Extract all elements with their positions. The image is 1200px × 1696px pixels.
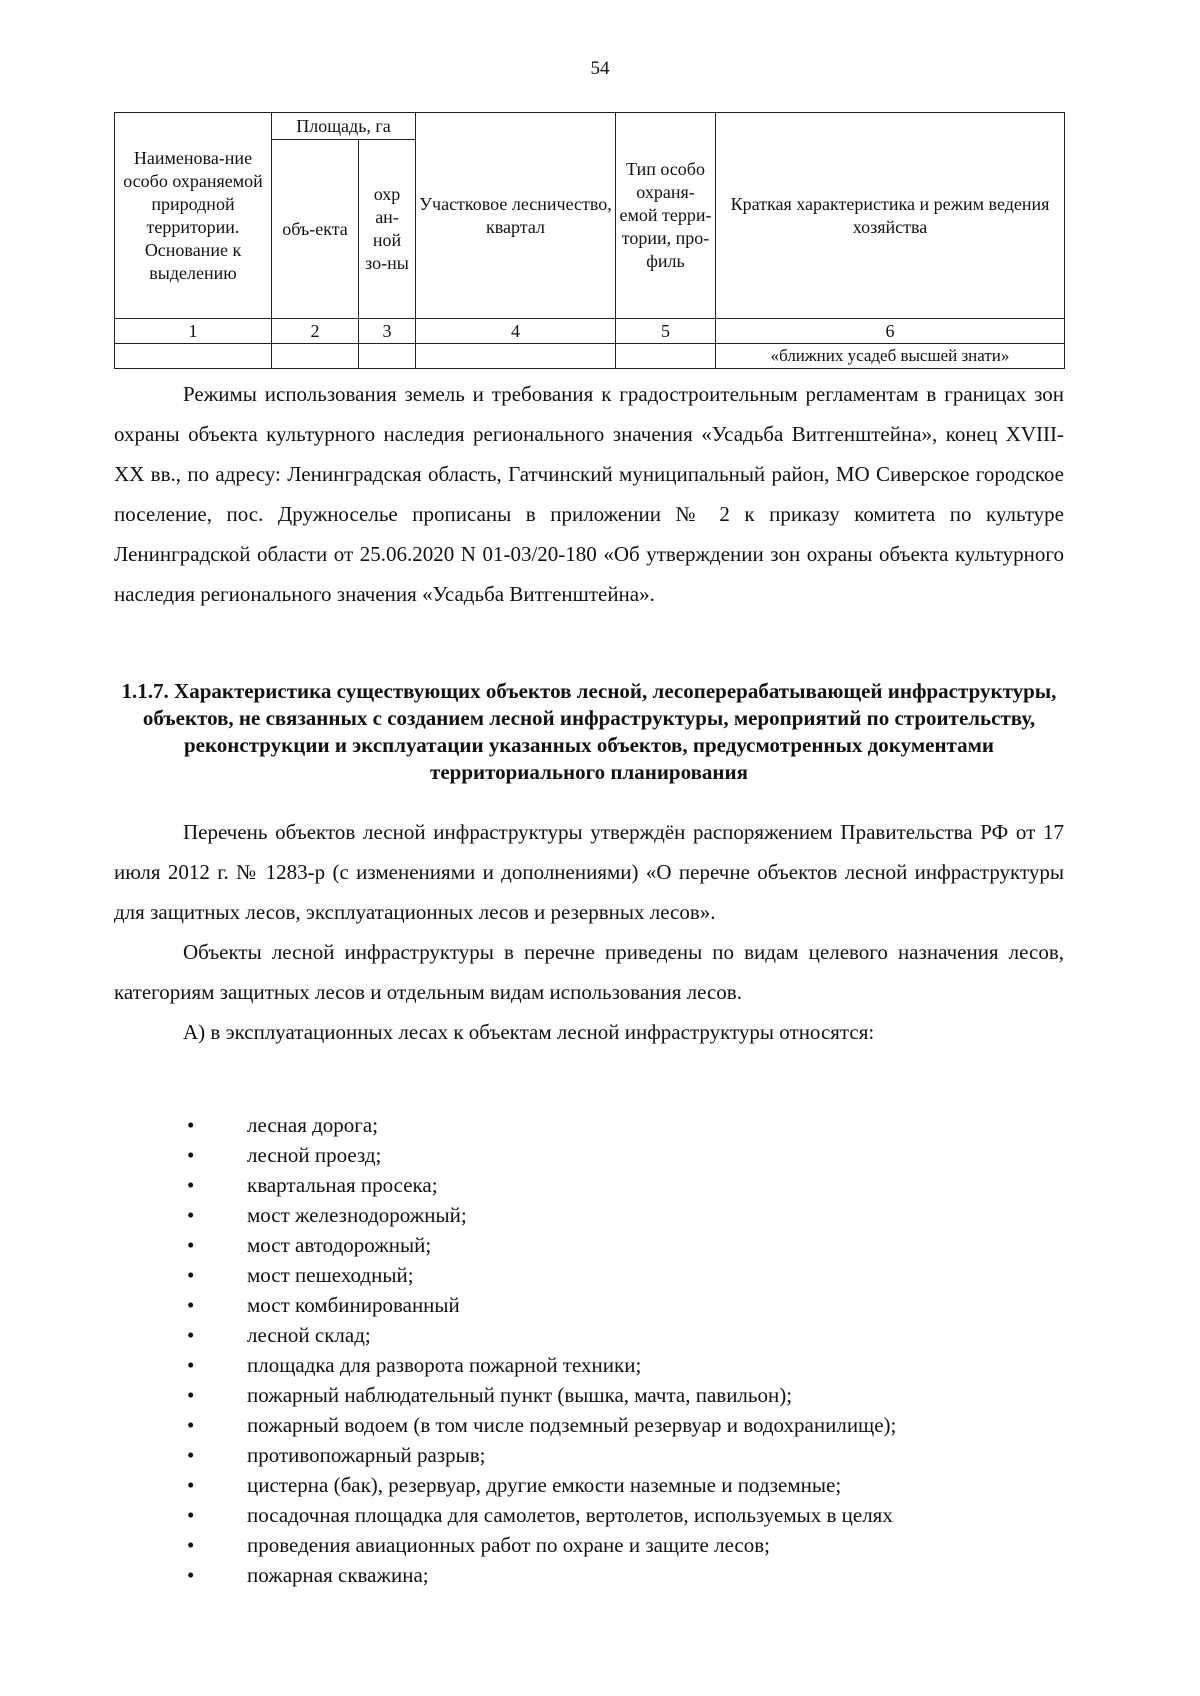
- bullet-icon: •: [187, 1293, 195, 1317]
- list-item-text: лесной склад;: [247, 1323, 371, 1347]
- table-cell: [616, 344, 716, 369]
- list-item-text: пожарный наблюдательный пункт (вышка, мачта, павильон);: [247, 1383, 793, 1407]
- bullet-icon: •: [187, 1263, 195, 1287]
- list-item: [114, 1440, 1064, 1470]
- table-row: [115, 344, 1065, 369]
- table-header-row: [115, 113, 1065, 140]
- bullet-icon: •: [187, 1383, 195, 1407]
- list-item: [114, 1560, 1064, 1590]
- list-item-text: площадка для разворота пожарной техники;: [247, 1353, 642, 1377]
- header-area-group: Площадь, га: [272, 113, 416, 140]
- table-column-numbers-row: [115, 319, 1065, 344]
- list-item-text: лесная дорога;: [247, 1113, 379, 1137]
- header-area-object: объ-екта: [272, 140, 359, 319]
- list-item: [114, 1410, 1064, 1440]
- bullet-icon: •: [187, 1443, 195, 1467]
- bullet-icon: •: [187, 1203, 195, 1227]
- table-cell: [416, 344, 616, 369]
- section-heading: 1.1.7. Характеристика существующих объектов лесной, лесоперерабатывающей инфраструктуры, объектов, не связанных с созданием лесной инфраструктуры, мероприятий по строительству, реконструкции и эксплуатации указанных объектов, предусмотренных документами территориального планирования: [121, 679, 1057, 784]
- section-heading-block: [114, 678, 1064, 786]
- bullet-icon: •: [187, 1143, 195, 1167]
- list-item-text: посадочная площадка для самолетов, вертолетов, используемых в целях: [247, 1503, 893, 1527]
- column-number: 1: [115, 319, 272, 344]
- paragraph-decree: Перечень объектов лесной инфраструктуры утверждён распоряжением Правительства РФ от 17 июля 2012 г. № 1283-р (с изменениями и дополнениями) «О перечне объектов лесной инфраструктуры для защитных лесов, эксплуатационных лесов и резервных лесов».: [114, 820, 1064, 924]
- header-forestry-district: Участковое лесничество, квартал: [416, 113, 616, 319]
- bullet-icon: •: [187, 1413, 195, 1437]
- bullet-icon: •: [187, 1533, 195, 1557]
- regimes-block: [114, 374, 1064, 614]
- bullet-list: [114, 1110, 1064, 1590]
- bullet-icon: •: [187, 1173, 195, 1197]
- table-cell: [115, 344, 272, 369]
- bullet-list-block: [114, 1110, 1064, 1590]
- column-number: 5: [616, 319, 716, 344]
- list-item-text: проведения авиационных работ по охране и защите лесов;: [247, 1533, 770, 1557]
- bullet-icon: •: [187, 1503, 195, 1527]
- page-number: 54: [590, 58, 610, 79]
- column-number: 3: [359, 319, 416, 344]
- header-territory-type: Тип особо охраня-емой терри-тории, про-филь: [616, 113, 716, 319]
- list-item-text: лесной проезд;: [247, 1143, 382, 1167]
- bullet-icon: •: [187, 1233, 195, 1257]
- table-cell: [359, 344, 416, 369]
- list-item: [114, 1230, 1064, 1260]
- list-item-text: мост автодорожный;: [247, 1233, 432, 1257]
- bullet-icon: •: [187, 1563, 195, 1587]
- list-item: [114, 1500, 1064, 1530]
- list-item: [114, 1320, 1064, 1350]
- list-item-text: пожарный водоем (в том числе подземный резервуар и водохранилище);: [247, 1413, 897, 1437]
- paragraph-objects: Объекты лесной инфраструктуры в перечне приведены по видам целевого назначения лесов, категориям защитных лесов и отдельным видам использования лесов.: [114, 940, 1064, 1004]
- bullet-icon: •: [187, 1473, 195, 1497]
- list-item-text: мост пешеходный;: [247, 1263, 414, 1287]
- list-item-text: мост комбинированный: [247, 1293, 460, 1317]
- bullet-icon: •: [187, 1353, 195, 1377]
- header-area-protection-zone: охр ан-ной зо-ны: [359, 140, 416, 319]
- list-item-text: противопожарный разрыв;: [247, 1443, 486, 1467]
- list-item: [114, 1470, 1064, 1500]
- list-item: [114, 1350, 1064, 1380]
- column-number: 6: [716, 319, 1065, 344]
- column-number: 4: [416, 319, 616, 344]
- bullet-icon: •: [187, 1323, 195, 1347]
- list-item: [114, 1530, 1064, 1560]
- list-item-text: мост железнодорожный;: [247, 1203, 467, 1227]
- list-item: [114, 1200, 1064, 1230]
- list-item-text: пожарная скважина;: [247, 1563, 429, 1587]
- table-cell: [272, 344, 359, 369]
- header-name-of-territory: Наименова-ние особо охраняемой природной территории. Основание к выделению: [115, 113, 272, 319]
- list-item: [114, 1110, 1064, 1140]
- column-number: 2: [272, 319, 359, 344]
- paragraph-regimes: Режимы использования земель и требования к градостроительным регламентам в границах зон охраны объекта культурного наследия регионального значения «Усадьба Витгенштейна», конец XVIII-XX вв., по адресу: Ленинградская область, Гатчинский муниципальный район, МО Сиверское городское поселение, пос. Дружноселье прописаны в приложении № 2 к приказу комитета по культуре Ленинградской области от 25.06.2020 N 01-03/20-180 «Об утверждении зон охраны объекта культурного наследия регионального значения «Усадьба Витгенштейна».: [114, 382, 1064, 606]
- header-characteristics: Краткая характеристика и режим ведения хозяйства: [716, 113, 1065, 319]
- list-item: [114, 1380, 1064, 1410]
- list-item: [114, 1170, 1064, 1200]
- bullet-icon: •: [187, 1113, 195, 1137]
- section-body: [114, 812, 1064, 1052]
- list-item: [114, 1290, 1064, 1320]
- list-item-text: квартальная просека;: [247, 1173, 438, 1197]
- table-cell: «ближних усадеб высшей знати»: [716, 344, 1065, 369]
- paragraph-category-a: А) в эксплуатационных лесах к объектам лесной инфраструктуры относятся:: [183, 1020, 875, 1044]
- list-item: [114, 1260, 1064, 1290]
- protected-areas-table: [114, 112, 1065, 369]
- list-item-text: цистерна (бак), резервуар, другие емкости наземные и подземные;: [247, 1473, 842, 1497]
- list-item: [114, 1140, 1064, 1170]
